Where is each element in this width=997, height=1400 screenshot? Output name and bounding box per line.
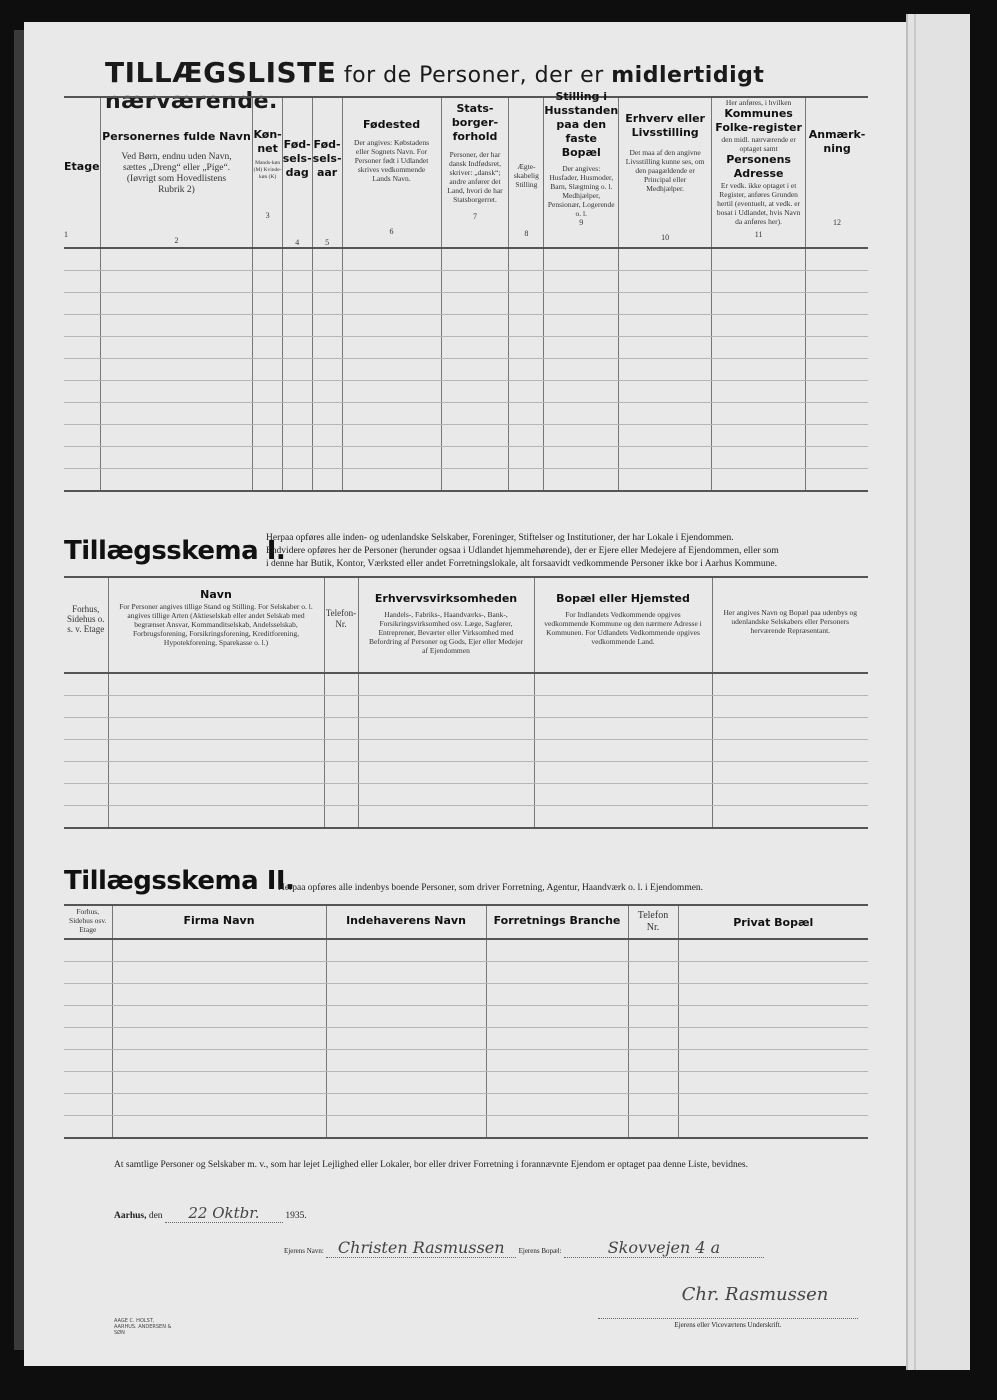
- table-row: [64, 1116, 868, 1139]
- next-page-edge: [906, 14, 970, 1370]
- table-row: [64, 762, 868, 784]
- table-row: [64, 1006, 868, 1028]
- table-row: [64, 337, 868, 359]
- table-row: [64, 359, 868, 381]
- table-row: [64, 962, 868, 984]
- col-foedselsdag: Fød-sels-dag 4: [282, 97, 312, 248]
- date-line: [114, 1204, 414, 1223]
- table-row: [64, 469, 868, 492]
- col-statsborger: Stats-borger-forhold Personer, der har dansk Indfødsret, skriver: „dansk“; andre anfører det Land, hvori de har Statsborgerret. 7: [441, 97, 509, 248]
- table-row: [64, 293, 868, 315]
- col-indehaver: Indehaverens Navn: [326, 905, 486, 939]
- book-binding: [14, 30, 24, 1350]
- table-row: [64, 939, 868, 962]
- col-folkeregister: Her anføres, i hvilken Kommunes Folke-register den midl. nærværende er optaget samt Personens Adresse Er vedk. ikke optaget i et Register, anføres Grunden hertil (eventuelt, at vedk. er bosat i Udlandet, hvis Navn da anføres her). 11: [712, 97, 806, 248]
- table-row: [64, 696, 868, 718]
- col-etage: Forhus, Sidehus osv. Etage: [64, 905, 112, 939]
- skema2-header: [64, 905, 868, 939]
- skema2-intro: Herpaa opføres alle indenbys boende Personer, som driver Forretning, Agentur, Haandværk o. l. i Ejendommen.: [278, 883, 704, 893]
- table-row: [64, 1050, 868, 1072]
- col-branche: Forretnings Branche: [486, 905, 628, 939]
- col-etage: Forhus, Sidehus o. s. v. Etage: [64, 577, 108, 673]
- col-telefon: Telefon Nr.: [628, 905, 678, 939]
- col-privat-bopael: Privat Bopæl: [678, 905, 868, 939]
- table-row: [64, 425, 868, 447]
- table-row: [64, 806, 868, 829]
- col-stilling: Stilling i Husstanden paa den faste Bopæl Der angives: Husfader, Husmoder, Barn, Slægtning o. l. Medhjælper, Pensionær, Logerende o. l. 9: [544, 97, 619, 248]
- col-firma: Firma Navn: [112, 905, 326, 939]
- table-row: [64, 403, 868, 425]
- skema2-title: Tillægsskema II.: [64, 866, 295, 896]
- year-label: 1935.: [285, 1211, 307, 1221]
- col-bopael: Bopæl eller Hjemsted For Indlandets Vedkommende opgives vedkommende Kommune og den nærmere Adresse i Kommunen. For Udlandets Vedkommende opgives vedkommende Land.: [534, 577, 712, 673]
- tillaegsliste-table: [64, 90, 868, 492]
- skema1-intro: Herpaa opføres alle inden- og udenlandske Selskaber, Foreninger, Stiftelser og Institutioner, der har Lokale i Ejendommen. Endvidere opføres her de Personer (herunder ogsaa i Udlandet hjemmehørende), der er Ejere eller Medejere af Ejendommen, eller som i denne har Butik, Kontor, Værksted eller andet Forretningslokale, alt forsaavidt vedkommende Personer ikke bor i Aarhus Kommune.: [266, 533, 779, 569]
- table-row: [64, 315, 868, 337]
- col-navn: Navn For Personer angives tillige Stand og Stilling. For Selskaber o. l. angives tillige Arten (Aktieselskab eller andet Selskab med begrænset Ansvar, Kommanditselskab, Andelsselskab, Forbrugsforening, Forsikringsforening, Kreditforening, Hypotekforening, Sparekasse o. l.): [108, 577, 324, 673]
- col-foedselsaar: Fød-sels-aar 5: [312, 97, 342, 248]
- owner-line: [284, 1238, 874, 1258]
- city-label: Aarhus,: [114, 1211, 147, 1221]
- col-navn: Personernes fulde Navn Ved Børn, endnu uden Navn, sættes „Dreng“ eller „Pige“. (Iøvrigt som Hovedlistens Rubrik 2) 2: [100, 97, 253, 248]
- table-row: [64, 984, 868, 1006]
- table-row: [64, 1094, 868, 1116]
- owner-name-label: Ejerens Navn:: [284, 1247, 324, 1255]
- table-row: [64, 1028, 868, 1050]
- owner-name-handwritten: Christen Rasmussen: [326, 1238, 516, 1258]
- col-erhvervsvirksomhed: Erhvervsvirksomheden Handels-, Fabriks-, Haandværks-, Bank-, Forsikringsvirksomhed osv. Læge, Sagfører, Entreprenør, Beværter eller Virksomhed med Befordring af Personer og Gods, Ejer eller Medejer af Ejendommen: [358, 577, 534, 673]
- col-erhverv: Erhverv eller Livsstilling Det maa af den angivne Livsstilling kunne ses, om den paagældende er Principal eller Medhjælper. 10: [619, 97, 712, 248]
- page-fold: [914, 14, 916, 1370]
- skema2-table: [64, 904, 868, 1139]
- skema1-header: [64, 577, 868, 673]
- title-end: midlertidigt nærværende.: [105, 63, 765, 114]
- den-label: den: [148, 1211, 163, 1221]
- col-repraesentant: Her angives Navn og Bopæl paa udenbys og udenlandske Selskabers eller Personers herværende Repræsentant.: [712, 577, 868, 673]
- col-telefon: Telefon-Nr.: [324, 577, 358, 673]
- col-anmaerkning: Anmærk-ning 12: [806, 97, 868, 248]
- title-main: TILLÆGSLISTE: [105, 56, 337, 89]
- table-row: [64, 381, 868, 403]
- title-mid: for de Personer, der er: [336, 63, 612, 88]
- table-row: [64, 740, 868, 762]
- table-row: [64, 1072, 868, 1094]
- col-foedested: Fødested Der angives: Købstadens eller Sognets Navn. For Personer født i Udlandet skrives vedkommende Lands Navn. 6: [342, 97, 441, 248]
- tillaegsliste-header: [64, 97, 868, 248]
- signature-handwritten: Chr. Rasmussen: [681, 1284, 829, 1305]
- table-row: [64, 784, 868, 806]
- skema1-title: Tillægsskema I.: [64, 536, 286, 566]
- col-aegteskab: Ægte-skabelig Stilling 8: [509, 97, 544, 248]
- table-row: [64, 673, 868, 696]
- owner-address-handwritten: Skovvejen 4 a: [564, 1238, 764, 1258]
- attestation-statement: At samtlige Personer og Selskaber m. v., som har lejet Lejlighed eller Lokaler, bor eller driver Forretning i forannævnte Ejendom er optaget paa denne Liste, bevidnes.: [114, 1160, 748, 1170]
- owner-address-label: Ejerens Bopæl:: [518, 1247, 562, 1255]
- table-row: [64, 271, 868, 293]
- signature-label: Ejerens eller Viceværtens Underskrift.: [598, 1318, 858, 1329]
- printer-imprint: AAGE C. HOLST, AARHUS. ANDERSEN & SØN: [114, 1318, 172, 1336]
- date-handwritten: 22 Oktbr.: [165, 1204, 283, 1223]
- col-etage: Etage 1: [64, 97, 100, 248]
- table-row: [64, 718, 868, 740]
- table-row: [64, 447, 868, 469]
- table-row: [64, 248, 868, 271]
- skema1-table: [64, 576, 868, 829]
- col-koen: Køn-net Mands-køn (M) Kvinde-køn (K) 3: [253, 97, 282, 248]
